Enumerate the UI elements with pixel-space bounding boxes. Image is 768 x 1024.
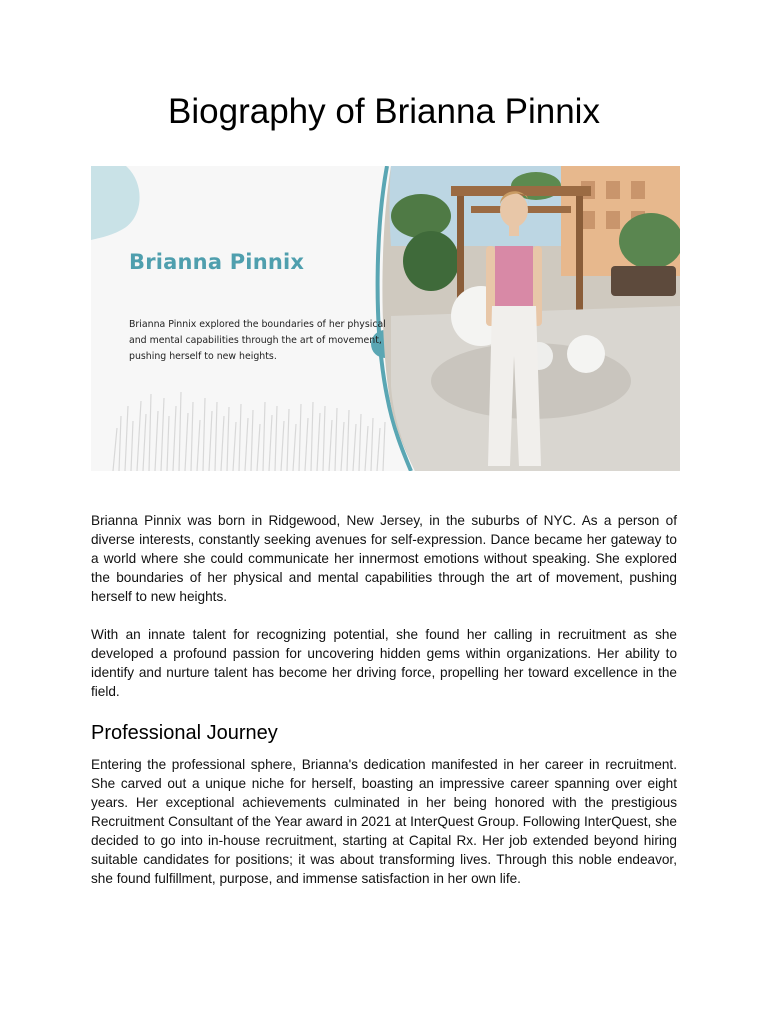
profile-banner xyxy=(91,166,680,471)
page-title: Biography of Brianna Pinnix xyxy=(168,92,600,131)
biography-body xyxy=(91,511,677,907)
section-heading: Professional Journey xyxy=(91,722,278,744)
banner-name: Brianna Pinnix xyxy=(129,250,305,274)
intro-paragraph: Brianna Pinnix was born in Ridgewood, New Jersey, in the suburbs of NYC. As a person of diverse interests, constantly seeking avenues for self-expression. Dance became her gateway to a world where she could communicate her innermost emotions without speaking. She explored the boundaries of her physical and mental capabilities through the art of movement, pushing herself to new heights. xyxy=(91,513,677,604)
talent-paragraph: With an innate talent for recognizing potential, she found her calling in recruitment as she developed a profound passion for uncovering hidden gems within organizations. Her ability to identify and nurture talent has become her driving force, propelling her toward excellence in the field. xyxy=(91,627,677,699)
profile-photo xyxy=(382,166,680,471)
banner-caption: Brianna Pinnix explored the boundaries of her physical and mental capabilities through the art of movement, pushing herself to new heights. xyxy=(129,319,386,362)
career-paragraph: Entering the professional sphere, Brianna's dedication manifested in her career in recruitment. She carved out a unique niche for herself, boasting an impressive career spanning over eight years. Her exceptional achievements culminated in her being honored with the prestigious Recruitment Consultant of the Year award in 2021 at InterQuest Group. Following InterQuest, she decided to go into in-house recruitment, starting at Capital Rx. Her job extended beyond hiring suitable candidates for positions; it was about transforming lives. Through this noble endeavor, she found fulfillment, purpose, and immense satisfaction in her own life. xyxy=(91,757,677,886)
